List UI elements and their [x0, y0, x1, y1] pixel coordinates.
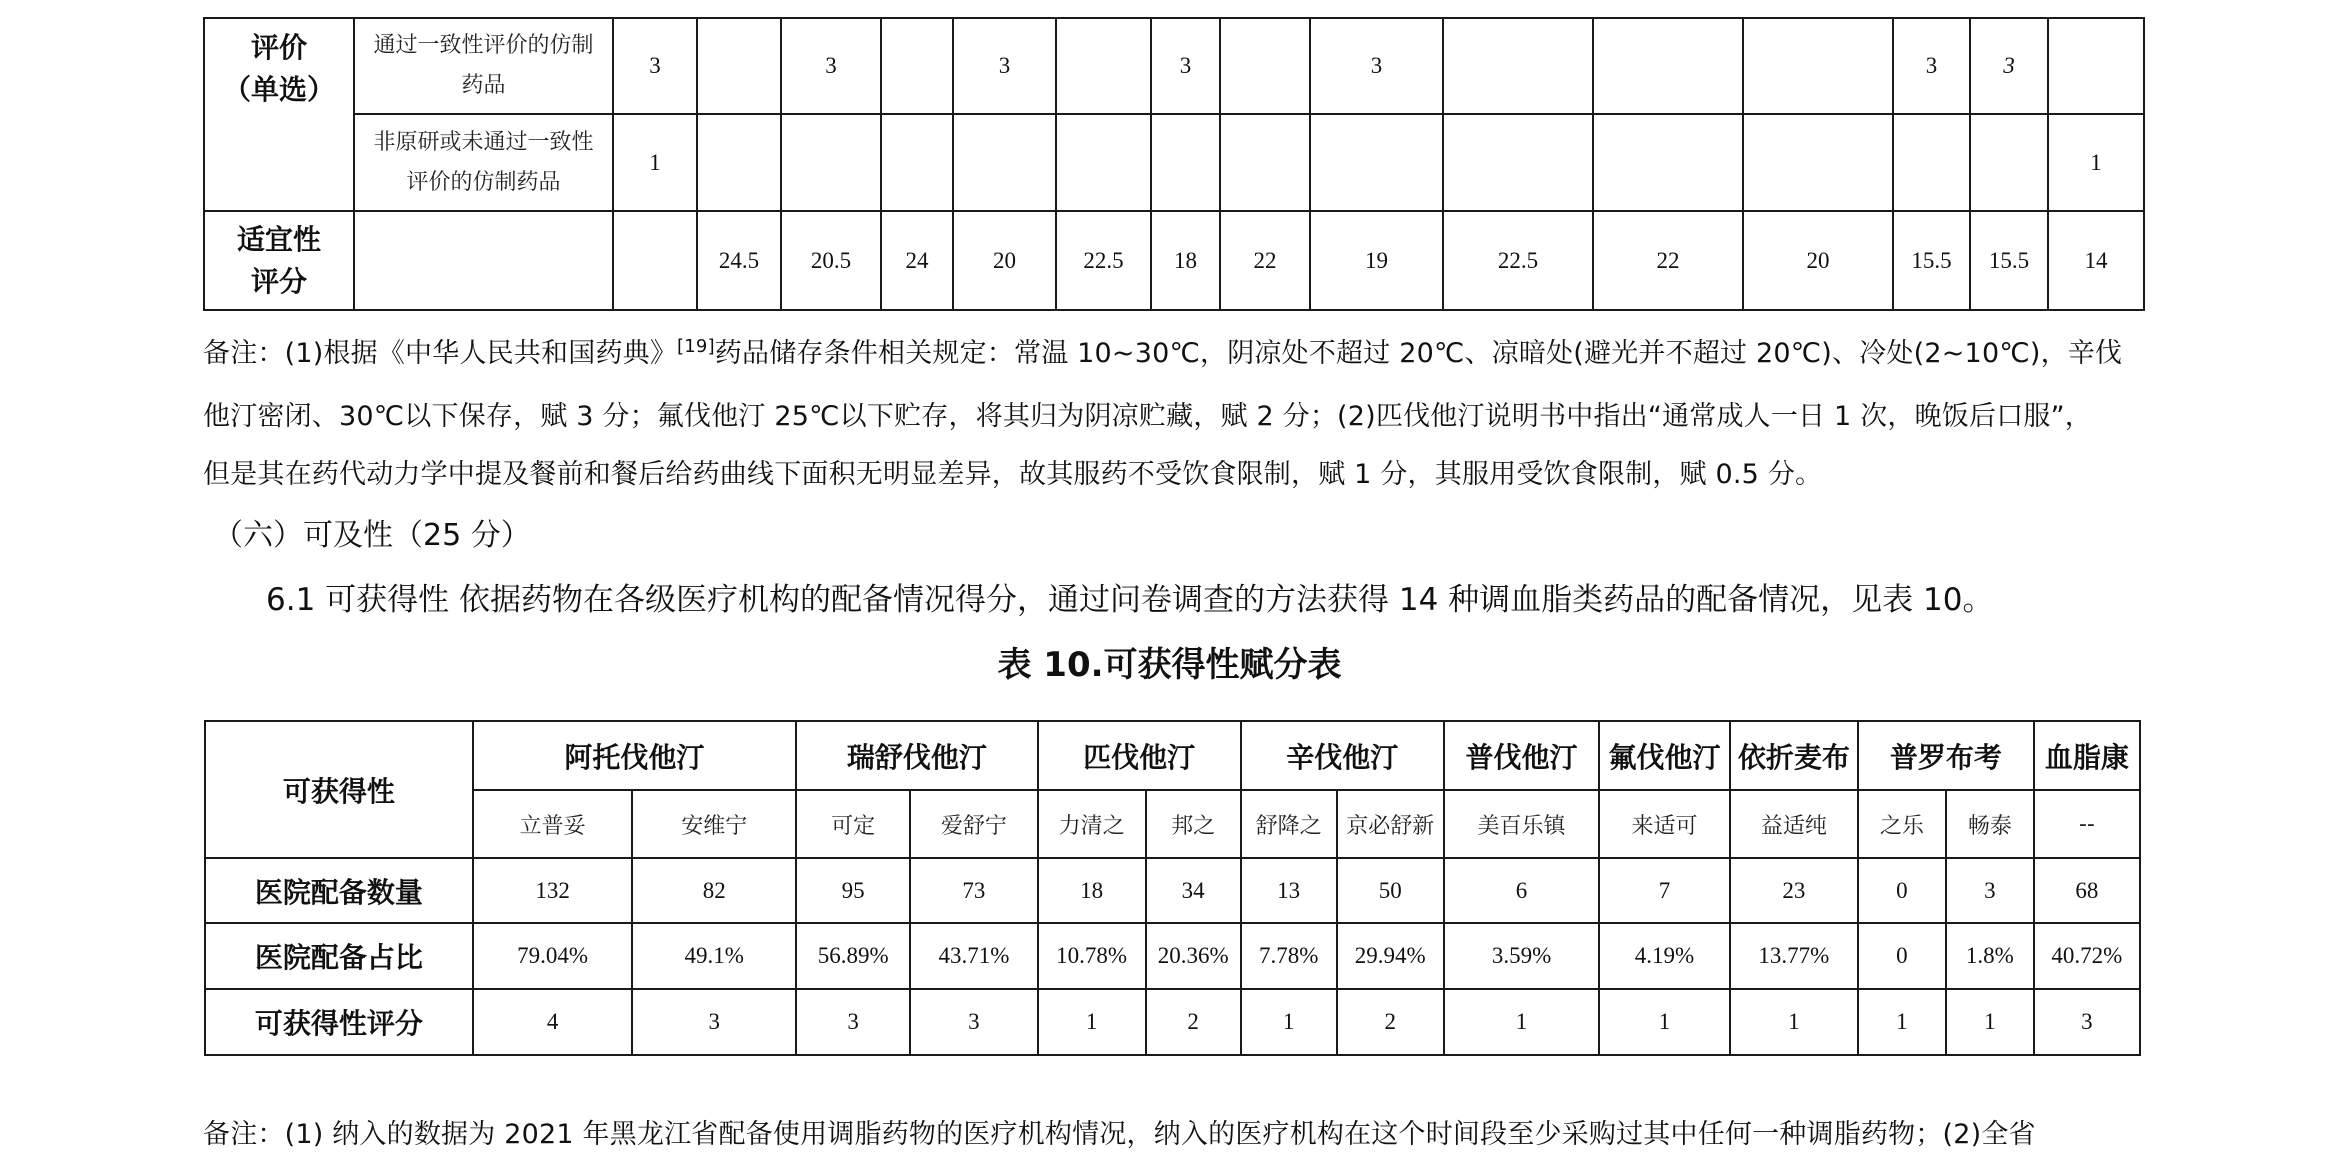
drug-header: 血脂康 — [2034, 721, 2140, 790]
brand-cell: 邦之 — [1146, 790, 1241, 858]
table-cell — [1743, 18, 1893, 114]
table-cell — [1593, 114, 1743, 211]
drug-header: 匹伐他汀 — [1038, 721, 1241, 790]
table-cell: 22 — [1220, 211, 1310, 310]
table-cell: 1 — [1858, 989, 1946, 1055]
drug-header: 依折麦布 — [1730, 721, 1858, 790]
table-cell — [1893, 114, 1970, 211]
table-cell: 3 — [953, 18, 1056, 114]
brand-cell: -- — [2034, 790, 2140, 858]
table-cell: 24 — [881, 211, 953, 310]
table-row — [204, 114, 2144, 211]
table-cell: 56.89% — [796, 923, 910, 989]
table-cell: 3 — [781, 18, 881, 114]
group-label-cell: 评价 （单选） — [204, 18, 354, 211]
table-cell: 50 — [1337, 858, 1444, 923]
reference-superscript: [19] — [677, 336, 715, 357]
note-line-1 — [203, 331, 2122, 370]
table-cell: 20 — [1743, 211, 1893, 310]
table-cell: 3 — [1970, 18, 2048, 114]
table-cell: 132 — [473, 858, 633, 923]
brand-cell: 立普妥 — [473, 790, 633, 858]
table-cell: 7 — [1599, 858, 1729, 923]
table-cell: 1 — [1730, 989, 1858, 1055]
table-cell: 2 — [1146, 989, 1241, 1055]
table-cell: 3 — [1893, 18, 1970, 114]
table-cell — [1443, 114, 1593, 211]
table-cell: 95 — [796, 858, 910, 923]
table-cell: 1 — [1444, 989, 1600, 1055]
brand-cell: 来适可 — [1599, 790, 1729, 858]
row-label: 医院配备数量 — [205, 858, 473, 923]
table-cell — [1151, 114, 1220, 211]
table-cell: 4 — [473, 989, 633, 1055]
table-cell: 7.78% — [1241, 923, 1337, 989]
drug-header: 辛伐他汀 — [1241, 721, 1444, 790]
table-cell — [881, 18, 953, 114]
brand-row — [205, 790, 2140, 858]
table-cell: 18 — [1038, 858, 1146, 923]
table-cell — [1056, 18, 1151, 114]
table-cell: 3 — [2034, 989, 2140, 1055]
table-cell: 20.5 — [781, 211, 881, 310]
table-10-title: 表 10.可获得性赋分表 — [997, 645, 1342, 685]
table-cell — [1056, 114, 1151, 211]
table-cell: 1 — [1599, 989, 1729, 1055]
table-cell: 0 — [1858, 923, 1946, 989]
drug-header: 普罗布考 — [1858, 721, 2034, 790]
table-cell: 3 — [613, 18, 697, 114]
table-cell — [354, 211, 613, 310]
table-cell — [1220, 114, 1310, 211]
table-header-row — [205, 721, 2140, 790]
table-cell: 22.5 — [1056, 211, 1151, 310]
table-cell — [1593, 18, 1743, 114]
drug-header: 瑞舒伐他汀 — [796, 721, 1037, 790]
table-cell: 19 — [1310, 211, 1443, 310]
table-row — [205, 858, 2140, 923]
table-cell: 29.94% — [1337, 923, 1444, 989]
table-cell: 4.19% — [1599, 923, 1729, 989]
table-10 — [204, 720, 2141, 1056]
row-label: 医院配备占比 — [205, 923, 473, 989]
table-cell — [881, 114, 953, 211]
table-row — [204, 211, 2144, 310]
table-cell: 13.77% — [1730, 923, 1858, 989]
table-cell: 1.8% — [1946, 923, 2034, 989]
table-cell: 1 — [613, 114, 697, 211]
table-cell: 49.1% — [632, 923, 796, 989]
table-cell: 3 — [1310, 18, 1443, 114]
table-cell — [1220, 18, 1310, 114]
table-cell: 20 — [953, 211, 1056, 310]
table-cell: 3 — [796, 989, 910, 1055]
note-2: 备注：(1) 纳入的数据为 2021 年黑龙江省配备使用调脂药物的医疗机构情况，纳入的医疗机构在这个时间段至少采购过其中任何一种调脂药物；(2)全省 — [203, 1119, 2036, 1150]
brand-cell: 舒降之 — [1241, 790, 1337, 858]
paragraph-6-1: 6.1 可获得性 依据药物在各级医疗机构的配备情况得分，通过问卷调查的方法获得 14 种调血脂类药品的配备情况，见表 10。 — [266, 582, 1994, 618]
table-cell: 24.5 — [697, 211, 781, 310]
table-cell: 15.5 — [1893, 211, 1970, 310]
table-cell: 1 — [1038, 989, 1146, 1055]
table-cell: 1 — [1946, 989, 2034, 1055]
table-cell: 10.78% — [1038, 923, 1146, 989]
table-cell — [2048, 18, 2144, 114]
brand-cell: 爱舒宁 — [910, 790, 1037, 858]
note-line-3: 但是其在药代动力学中提及餐前和餐后给药曲线下面积无明显差异，故其服药不受饮食限制，赋 1 分，其服用受饮食限制，赋 0.5 分。 — [203, 459, 1823, 490]
table-row — [205, 989, 2140, 1055]
table-cell: 3 — [632, 989, 796, 1055]
table-cell: 3 — [910, 989, 1037, 1055]
table-cell: 22 — [1593, 211, 1743, 310]
note-line-2: 他汀密闭、30℃以下保存，赋 3 分；氟伐他汀 25℃以下贮存，将其归为阴凉贮藏，赋 2 分；(2)匹伐他汀说明书中指出“通常成人一日 1 次，晚饭后口服”， — [203, 401, 2092, 432]
brand-cell: 力清之 — [1038, 790, 1146, 858]
note-text: 药品储存条件相关规定：常温 10~30℃，阴凉处不超过 20℃、凉暗处(避光并不超过 20℃)、冷处(2~10℃)，辛伐 — [714, 338, 2123, 369]
brand-cell: 之乐 — [1858, 790, 1946, 858]
drug-header: 氟伐他汀 — [1599, 721, 1729, 790]
table-cell: 14 — [2048, 211, 2144, 310]
table-cell: 82 — [632, 858, 796, 923]
row-label: 非原研或未通过一致性 评价的仿制药品 — [354, 114, 613, 211]
table-cell — [781, 114, 881, 211]
table-cell — [697, 18, 781, 114]
table-cell: 1 — [1241, 989, 1337, 1055]
table-cell: 3 — [1151, 18, 1220, 114]
corner-header: 可获得性 — [205, 721, 473, 858]
table-cell — [953, 114, 1056, 211]
table-cell: 43.71% — [910, 923, 1037, 989]
drug-header: 普伐他汀 — [1444, 721, 1600, 790]
drug-header: 阿托伐他汀 — [473, 721, 796, 790]
table-cell: 79.04% — [473, 923, 633, 989]
table-cell: 40.72% — [2034, 923, 2140, 989]
brand-cell: 可定 — [796, 790, 910, 858]
row-label: 通过一致性评价的仿制 药品 — [354, 18, 613, 114]
table-cell: 18 — [1151, 211, 1220, 310]
table-cell — [697, 114, 781, 211]
table-9-continuation — [203, 17, 2145, 311]
table-cell — [1443, 18, 1593, 114]
table-cell: 23 — [1730, 858, 1858, 923]
table-cell: 15.5 — [1970, 211, 2048, 310]
table-cell: 13 — [1241, 858, 1337, 923]
brand-cell: 京必舒新 — [1337, 790, 1444, 858]
table-cell: 1 — [2048, 114, 2144, 211]
table-cell: 2 — [1337, 989, 1444, 1055]
table-row — [204, 18, 2144, 114]
row-label: 可获得性评分 — [205, 989, 473, 1055]
score-label: 适宜性 评分 — [204, 211, 354, 310]
brand-cell: 畅泰 — [1946, 790, 2034, 858]
table-cell: 20.36% — [1146, 923, 1241, 989]
brand-cell: 美百乐镇 — [1444, 790, 1600, 858]
brand-cell: 安维宁 — [632, 790, 796, 858]
table-cell: 34 — [1146, 858, 1241, 923]
table-cell — [613, 211, 697, 310]
table-cell — [1743, 114, 1893, 211]
table-cell — [1310, 114, 1443, 211]
note-text: 备注：(1)根据《中华人民共和国药典》 — [203, 338, 678, 369]
table-cell: 3.59% — [1444, 923, 1600, 989]
table-cell: 68 — [2034, 858, 2140, 923]
table-cell: 0 — [1858, 858, 1946, 923]
table-cell — [1970, 114, 2048, 211]
table-cell: 22.5 — [1443, 211, 1593, 310]
table-cell: 73 — [910, 858, 1037, 923]
table-cell: 6 — [1444, 858, 1600, 923]
section-heading: （六）可及性（25 分） — [213, 518, 531, 553]
brand-cell: 益适纯 — [1730, 790, 1858, 858]
table-row — [205, 923, 2140, 989]
table-cell: 3 — [1946, 858, 2034, 923]
